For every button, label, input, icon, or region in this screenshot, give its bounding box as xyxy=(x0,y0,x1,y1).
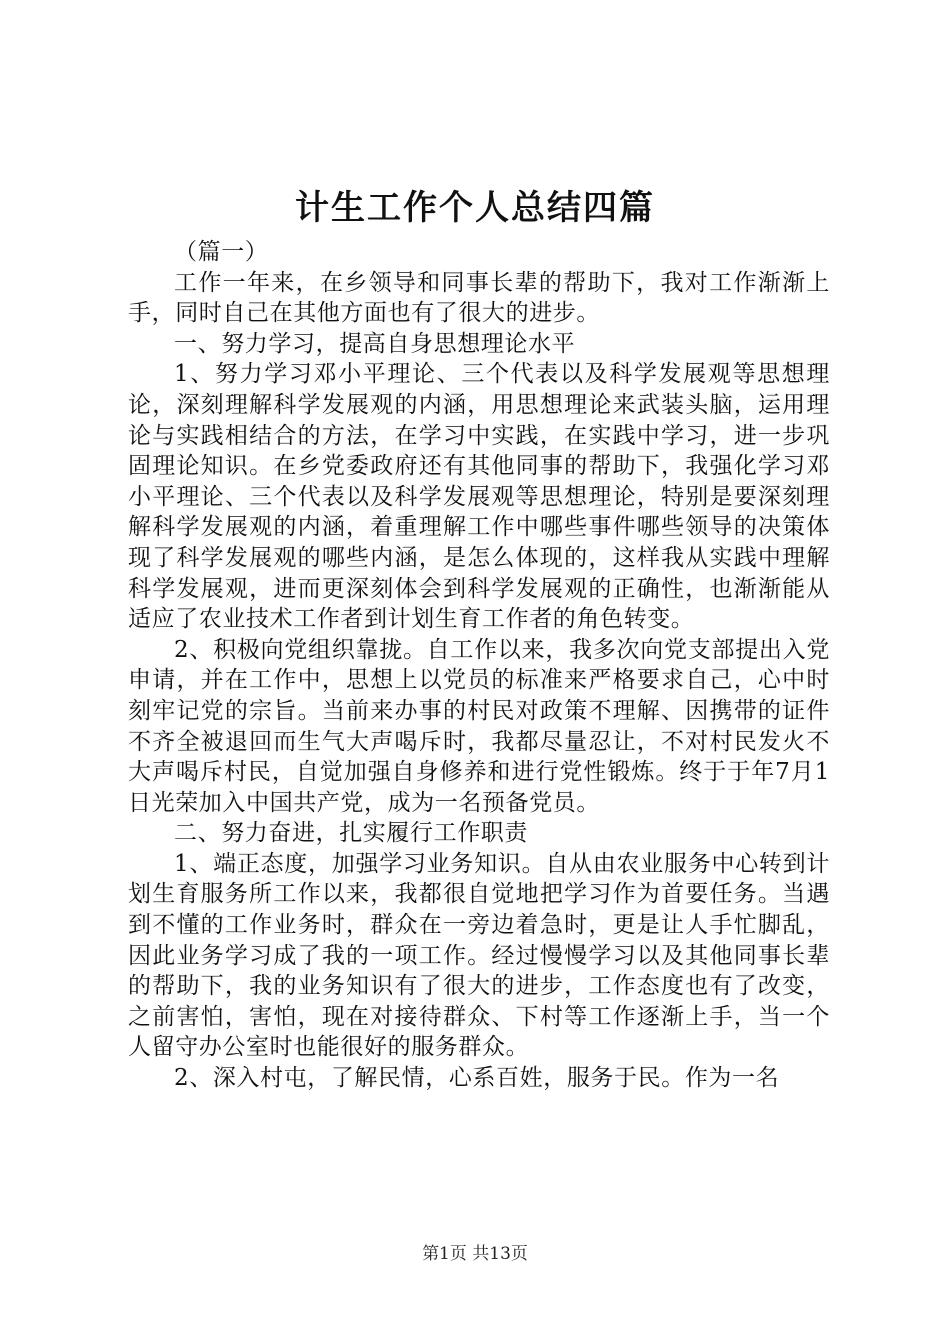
paragraph: 2、积极向党组织靠拢。自工作以来，我多次向党支部提出入党申请，并在工作中，思想上以党员的标准来严格要求自己，心中时刻牢记党的宗旨。当前来办事的村民对政策不理解、因携带的证件不齐全被退回而生气大声喝斥时，我都尽量忍让，不对村民发火不大声喝斥村民，自觉加强自身修养和进行党性锻炼。终于于年7月1日光荣加入中国共产党，成为一名预备党员。 xyxy=(128,636,830,816)
section-heading: 一、努力学习，提高自身思想理论水平 xyxy=(174,330,576,357)
paragraph: 2、深入村屯，了解民情，心系百姓，服务于民。作为一名 xyxy=(174,1065,780,1092)
page-number-footer: 第1页 共13页 xyxy=(422,1244,528,1264)
document-title: 计生工作个人总结四篇 xyxy=(295,188,655,228)
section-heading: 二、努力奋进，扎实履行工作职责 xyxy=(174,820,528,847)
paragraph: 1、端正态度，加强学习业务知识。自从由农业服务中心转到计划生育服务所工作以来，我都很自觉地把学习作为首要任务。当遇到不懂的工作业务时，群众在一旁边着急时，更是让人手忙脚乱，因此业务学习成了我的一项工作。经过慢慢学习以及其他同事长辈的帮助下，我的业务知识有了很大的进步，工作态度也有了改变，之前害怕，害怕，现在对接待群众、下村等工作逐渐上手，当一个人留守办公室时也能很好的服务群众。 xyxy=(128,850,830,1061)
document-body xyxy=(128,237,830,1094)
section-label: （篇一） xyxy=(174,239,269,265)
paragraph: 1、努力学习邓小平理论、三个代表以及科学发展观等思想理论，深刻理解科学发展观的内涵，用思想理论来武装头脑，运用理论与实践相结合的方法，在学习中实践，在实践中学习，进一步巩固理论知识。在乡党委政府还有其他同事的帮助下，我强化学习邓小平理论、三个代表以及科学发展观等思想理论，特别是要深刻理解科学发展观的内涵，着重理解工作中哪些事件哪些领导的决策体现了科学发展观的哪些内涵，是怎么体现的，这样我从实践中理解科学发展观，进而更深刻体会到科学发展观的正确性，也渐渐能从适应了农业技术工作者到计划生育工作者的角色转变。 xyxy=(128,361,830,633)
paragraph: 工作一年来，在乡领导和同事长辈的帮助下，我对工作渐渐上手，同时自己在其他方面也有了很大的进步。 xyxy=(128,269,830,327)
